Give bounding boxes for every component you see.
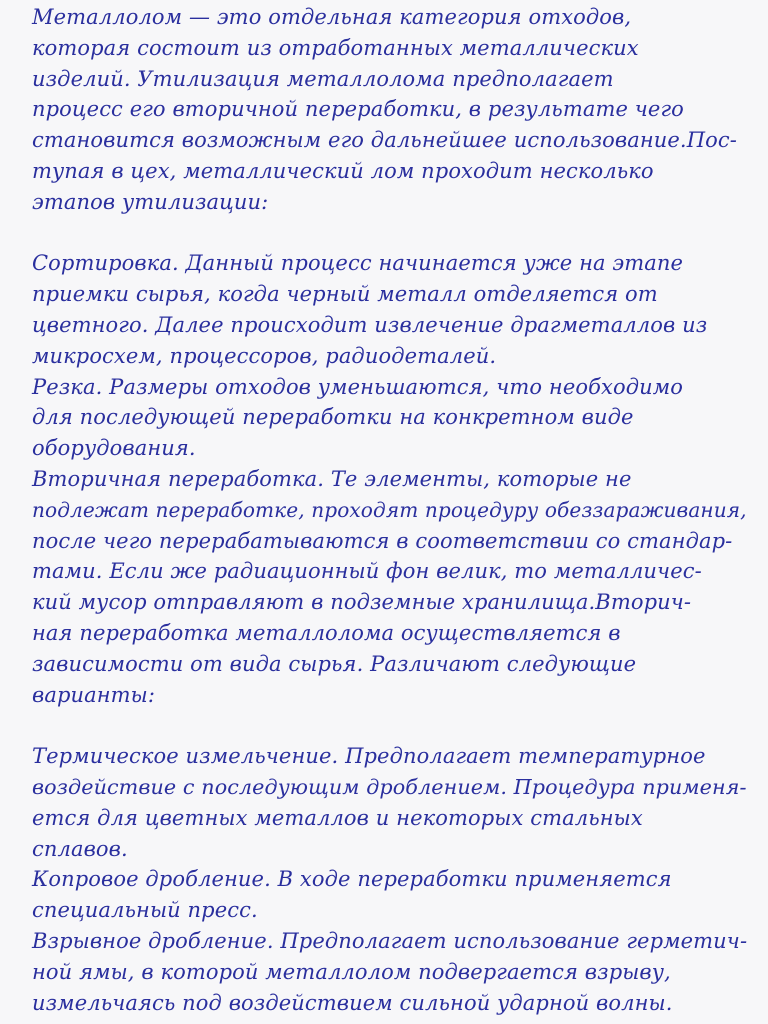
text-line: приемки сырья, когда черный металл отделяется от [32, 282, 658, 307]
paragraph-variants [32, 741, 754, 1018]
text-line: варианты: [32, 682, 156, 707]
text-line: ной ямы, в которой металлолом подвергается взрыву, [32, 959, 671, 984]
text-line: изделий. Утилизация металлолома предполагает [32, 66, 614, 91]
text-line: кий мусор отправляют в подземные хранилища.Вторич- [32, 590, 692, 615]
text-line: становится возможным его дальнейшее использование.Пос- [32, 128, 737, 153]
text-line: для последующей переработки на конкретном виде [32, 405, 634, 430]
text-line: Металлолом — это отдельная категория отходов, [32, 5, 632, 29]
text-line: зависимости от вида сырья. Различают следующие [32, 651, 637, 676]
handwritten-text [32, 2, 754, 1018]
text-line: сплавов. [32, 836, 128, 861]
paragraph-gap [32, 218, 754, 249]
text-line: Резка. Размеры отходов уменьшаются, что необходимо [32, 374, 683, 399]
paragraph-intro [32, 2, 754, 218]
text-line: воздействие с последующим дроблением. Процедура применя- [32, 774, 747, 799]
text-line: ная переработка металлолома осуществляется в [32, 620, 621, 645]
text-line: процесс его вторичной переработки, в результате чего [32, 97, 684, 122]
text-line: Термическое измельчение. Предполагает температурное [32, 744, 706, 769]
paragraph-gap [32, 710, 754, 741]
text-line: измельчаясь под воздействием сильной ударной волны. [32, 990, 673, 1015]
paragraph-stages [32, 248, 754, 710]
text-line: специальный пресс. [32, 898, 258, 923]
text-line: Сортировка. Данный процесс начинается уже на этапе [32, 251, 684, 276]
text-line: тами. Если же радиационный фон велик, то металличес- [32, 559, 702, 584]
text-line: цветного. Далее происходит извлечение драгметаллов из [32, 312, 708, 337]
text-line: тупая в цех, металлический лом проходит несколько [32, 158, 654, 183]
text-line: ется для цветных металлов и некоторых стальных [32, 805, 643, 830]
text-line: Копровое дробление. В ходе переработки применяется [32, 867, 672, 892]
text-line: Взрывное дробление. Предполагает использование герметич- [32, 928, 748, 953]
text-line: этапов утилизации: [32, 189, 269, 214]
text-line: микросхем, процессоров, радиодеталей. [32, 343, 497, 368]
text-line: Вторичная переработка. Те элементы, которые не [32, 466, 632, 491]
text-line: подлежат переработке, проходят процедуру обеззараживания, [32, 497, 747, 522]
text-line: оборудования. [32, 436, 196, 461]
text-line: после чего перерабатываются в соответствии со стандар- [32, 528, 733, 553]
text-line: которая состоит из отработанных металлических [32, 35, 639, 60]
